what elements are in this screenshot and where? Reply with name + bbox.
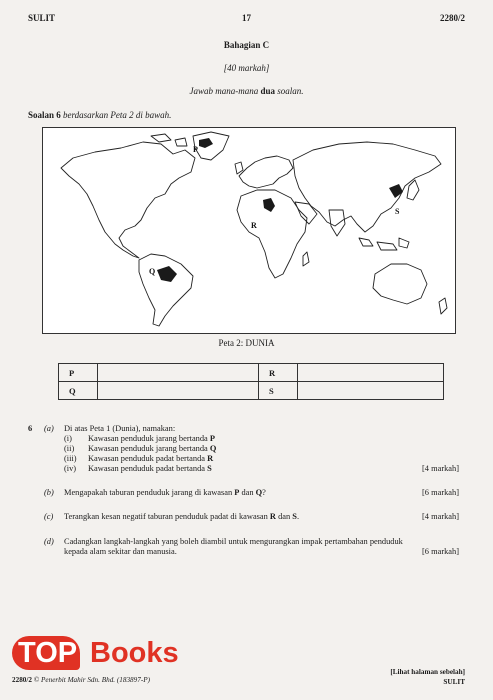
part-a-item-2-num: (ii) bbox=[64, 444, 75, 453]
arctic-islands-outline bbox=[151, 134, 187, 146]
part-a-item-2-text: Kawasan penduduk jarang bertanda bbox=[88, 444, 210, 453]
new-zealand-outline bbox=[439, 298, 447, 314]
map-caption: Peta 2: DUNIA bbox=[218, 338, 275, 348]
part-b-text bbox=[64, 488, 266, 498]
part-b-text-mid: dan bbox=[239, 488, 256, 497]
section-instruction bbox=[0, 86, 493, 96]
logo-top-text: TOP bbox=[18, 637, 78, 669]
europe-outline bbox=[239, 156, 293, 188]
section-title: Bahagian C bbox=[223, 40, 270, 50]
instruction-bold: dua bbox=[260, 86, 275, 96]
part-d-marks: [6 markah] bbox=[422, 547, 459, 556]
part-c-marks: [4 markah] bbox=[422, 512, 459, 521]
question-intro bbox=[28, 110, 171, 120]
part-a-item-4-num: (iv) bbox=[64, 464, 77, 473]
part-b-letter-1: P bbox=[234, 488, 240, 497]
map-label-p: P bbox=[193, 145, 198, 154]
arabia-outline bbox=[295, 202, 317, 224]
part-a-marks: [4 markah] bbox=[422, 464, 459, 473]
part-a-item-3-text: Kawasan penduduk padat bertanda bbox=[88, 454, 208, 463]
question-intro-rest: berdasarkan Peta 2 di bawah. bbox=[60, 110, 172, 120]
map-label-q: Q bbox=[149, 267, 156, 276]
part-b-letter-2: Q bbox=[255, 488, 263, 497]
part-a-item-2-letter: Q bbox=[209, 444, 217, 453]
region-p-shade bbox=[199, 138, 213, 148]
instruction-suffix: soalan. bbox=[275, 86, 304, 96]
part-a-item-4 bbox=[88, 464, 212, 474]
part-c-text bbox=[64, 512, 299, 522]
part-d-line-2: kepada alam sekitar dan manusia. bbox=[64, 547, 177, 556]
part-c-letter-2: S bbox=[292, 512, 297, 521]
answer-cell-p[interactable] bbox=[98, 364, 259, 382]
instruction-prefix: Jawab mana-mana bbox=[189, 86, 261, 96]
answer-label-r: R bbox=[259, 364, 298, 382]
answer-row-2 bbox=[59, 382, 444, 400]
region-q-shade bbox=[157, 266, 177, 282]
madagascar-outline bbox=[303, 252, 309, 266]
part-a-item-3-num: (iii) bbox=[64, 454, 77, 463]
header-page-number: 17 bbox=[242, 13, 251, 23]
part-b-label: (b) bbox=[44, 488, 54, 497]
part-a-item-4-letter: S bbox=[207, 464, 212, 473]
footer-copyright: © Penerbit Mahir Sdn. Bhd. (183897-P) bbox=[33, 676, 151, 684]
part-b-text-post: ? bbox=[262, 488, 266, 497]
part-a-item-1-text: Kawasan penduduk jarang bertanda bbox=[88, 434, 210, 443]
part-a-item-3 bbox=[88, 454, 213, 464]
logo-books-text: Books bbox=[90, 637, 179, 669]
part-d-label: (d) bbox=[44, 537, 54, 546]
question-intro-bold: Soalan 6 bbox=[28, 110, 61, 120]
footer-code: 2280/2 bbox=[12, 676, 32, 684]
australia-outline bbox=[373, 264, 427, 304]
part-d-line-1: Cadangkan langkah-langkah yang boleh diambil untuk mengurangkan impak pertambahan penduduk bbox=[64, 537, 403, 546]
question-number: 6 bbox=[28, 424, 33, 433]
part-a-text: Di atas Peta 1 (Dunia), namakan: bbox=[64, 424, 176, 433]
answer-cell-q[interactable] bbox=[98, 382, 259, 400]
answer-label-p: P bbox=[59, 364, 98, 382]
section-marks bbox=[0, 63, 493, 73]
part-a-item-3-letter: R bbox=[207, 454, 214, 463]
greenland-outline bbox=[193, 132, 229, 160]
uk-outline bbox=[235, 162, 243, 174]
header-sulit: SULIT bbox=[28, 13, 56, 23]
world-map-svg bbox=[43, 128, 455, 333]
part-b-marks: [6 markah] bbox=[422, 488, 459, 497]
part-a-item-1-num: (i) bbox=[64, 434, 72, 443]
south-america-outline bbox=[139, 254, 193, 326]
part-a-label: (a) bbox=[44, 424, 54, 433]
part-c-text-mid: dan bbox=[275, 512, 293, 521]
se-asia-islands-outline bbox=[359, 238, 409, 250]
answer-table bbox=[58, 363, 444, 400]
map-label-r: R bbox=[251, 221, 257, 230]
india-outline bbox=[329, 210, 345, 236]
north-america-outline bbox=[61, 142, 195, 258]
region-s-shade bbox=[389, 184, 403, 198]
part-c-letter-1: R bbox=[269, 512, 276, 521]
section-marks-text: [40 markah] bbox=[223, 63, 270, 73]
header-paper-code: 2280/2 bbox=[439, 13, 465, 23]
map-label-s: S bbox=[395, 207, 400, 216]
answer-cell-r[interactable] bbox=[298, 364, 444, 382]
part-c-label: (c) bbox=[44, 512, 54, 521]
part-a-item-1 bbox=[88, 434, 215, 444]
answer-cell-s[interactable] bbox=[298, 382, 444, 400]
part-c-text-post: . bbox=[296, 512, 300, 521]
answer-row-1 bbox=[59, 364, 444, 382]
world-map bbox=[42, 127, 456, 334]
answer-label-s: S bbox=[259, 382, 298, 400]
part-a-item-4-text: Kawasan penduduk padat bertanda bbox=[88, 464, 208, 473]
part-a-item-1-letter: P bbox=[209, 434, 215, 443]
part-a-item-2 bbox=[88, 444, 216, 454]
asia-outline bbox=[293, 142, 441, 232]
footer-left bbox=[12, 676, 150, 684]
part-b-text-pre: Mengapakah taburan penduduk jarang di kawasan bbox=[64, 488, 235, 497]
footer-sulit: SULIT bbox=[443, 678, 465, 686]
footer-next-page: [Lihat halaman sebelah] bbox=[390, 668, 465, 676]
part-c-text-pre: Terangkan kesan negatif taburan penduduk padat di kawasan bbox=[64, 512, 270, 521]
region-r-shade bbox=[263, 198, 275, 212]
answer-label-q: Q bbox=[59, 382, 98, 400]
